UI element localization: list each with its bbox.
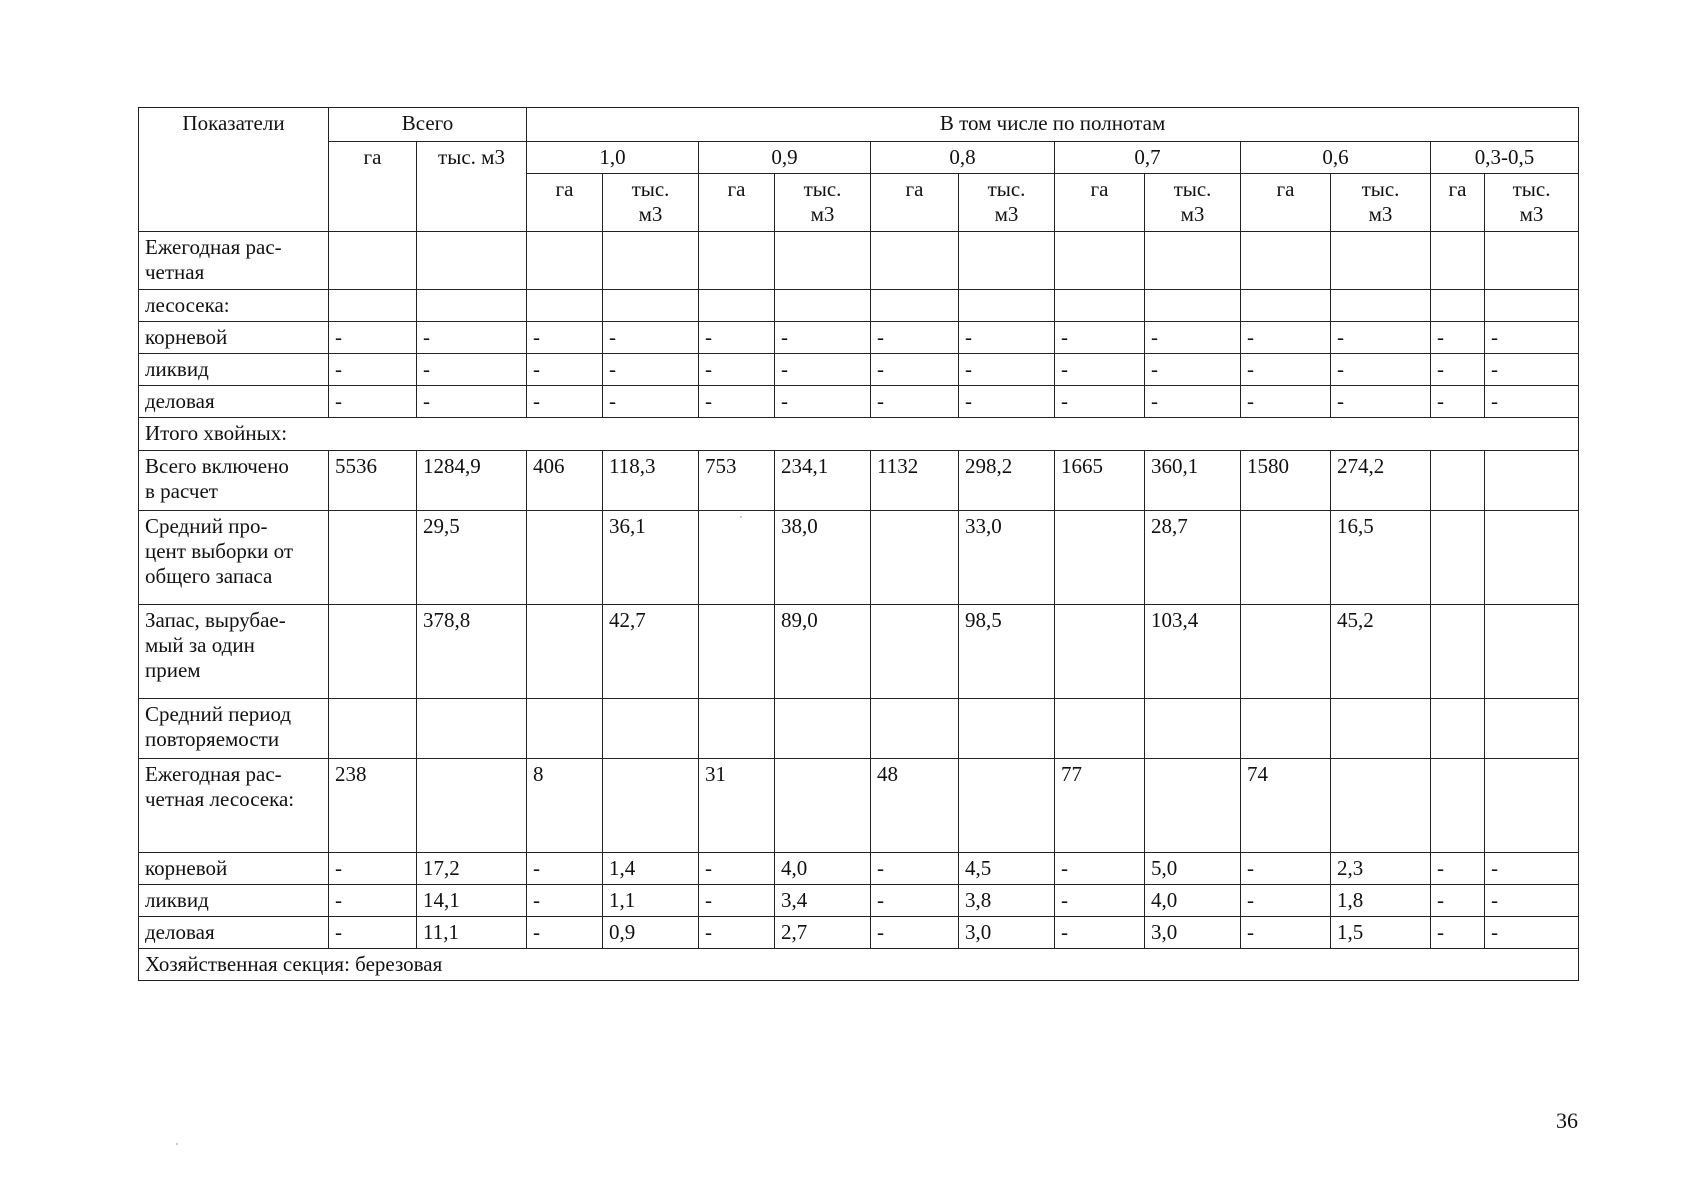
table-cell xyxy=(1145,758,1241,852)
table-cell xyxy=(871,289,959,321)
table-cell: - xyxy=(1485,884,1579,916)
table-cell: - xyxy=(1145,321,1241,353)
table-cell: 103,4 xyxy=(1145,604,1241,698)
table-cell xyxy=(1055,289,1145,321)
table-cell xyxy=(699,698,775,758)
table-cell: - xyxy=(1485,916,1579,948)
table-row xyxy=(139,289,1579,321)
table-cell xyxy=(1431,510,1485,604)
table-cell: 1,8 xyxy=(1331,884,1431,916)
table-cell: - xyxy=(417,386,527,418)
header-volume: тыс. м3 xyxy=(603,174,699,232)
table-cell: 753 xyxy=(699,450,775,510)
table-cell: - xyxy=(1431,916,1485,948)
table-cell: 89,0 xyxy=(775,604,871,698)
table-cell: - xyxy=(527,386,603,418)
table-cell: - xyxy=(1145,353,1241,385)
header-ha: га xyxy=(1241,174,1331,232)
section-title: Итого хвойных: xyxy=(139,418,1579,450)
table-cell: - xyxy=(699,353,775,385)
header-ha: га xyxy=(1055,174,1145,232)
table-cell: - xyxy=(1241,386,1331,418)
header-density-0-9: 0,9 xyxy=(699,142,871,174)
row-label: Средний про- цент выборки от общего запаса xyxy=(139,510,329,604)
table-cell xyxy=(1485,510,1579,604)
table-cell xyxy=(1431,758,1485,852)
table-cell xyxy=(699,289,775,321)
table-cell xyxy=(871,510,959,604)
table-cell: 1284,9 xyxy=(417,450,527,510)
forest-stats-table xyxy=(138,107,1579,981)
table-cell xyxy=(1331,289,1431,321)
table-cell: - xyxy=(1485,852,1579,884)
table-cell xyxy=(699,510,775,604)
table-cell xyxy=(417,698,527,758)
table-cell xyxy=(527,232,603,289)
header-ha: га xyxy=(1431,174,1485,232)
table-cell: - xyxy=(871,353,959,385)
table-cell: 406 xyxy=(527,450,603,510)
table-cell: - xyxy=(527,884,603,916)
table-cell: 3,0 xyxy=(1145,916,1241,948)
table-cell: 2,3 xyxy=(1331,852,1431,884)
table-cell: 16,5 xyxy=(1331,510,1431,604)
table-cell: 4,0 xyxy=(1145,884,1241,916)
table-cell: - xyxy=(699,321,775,353)
table-cell: - xyxy=(1241,916,1331,948)
table-body xyxy=(139,232,1579,981)
table-cell: 1,5 xyxy=(1331,916,1431,948)
table-cell: - xyxy=(699,386,775,418)
table-cell: - xyxy=(699,852,775,884)
table-cell: 1132 xyxy=(871,450,959,510)
table-cell xyxy=(603,758,699,852)
table-cell xyxy=(1485,232,1579,289)
table-cell: - xyxy=(1485,353,1579,385)
table-cell: - xyxy=(1431,321,1485,353)
header-volume: тыс. м3 xyxy=(1145,174,1241,232)
table-cell xyxy=(1431,450,1485,510)
header-total-ha: га xyxy=(329,142,417,232)
table-cell xyxy=(1055,232,1145,289)
table-cell: 298,2 xyxy=(959,450,1055,510)
table-cell: - xyxy=(329,386,417,418)
table-cell xyxy=(1431,289,1485,321)
table-cell: - xyxy=(1145,386,1241,418)
table-cell xyxy=(527,604,603,698)
table-cell xyxy=(1485,289,1579,321)
table-cell xyxy=(603,232,699,289)
table-cell: 48 xyxy=(871,758,959,852)
table-cell xyxy=(527,510,603,604)
table-cell xyxy=(1485,698,1579,758)
table-cell xyxy=(1485,758,1579,852)
row-label: корневой xyxy=(139,321,329,353)
table-cell: 45,2 xyxy=(1331,604,1431,698)
table-cell: - xyxy=(1431,353,1485,385)
table-cell: - xyxy=(1431,884,1485,916)
page-number: 36 xyxy=(1556,1108,1578,1133)
table-row xyxy=(139,758,1579,852)
table-row xyxy=(139,386,1579,418)
table-cell xyxy=(329,698,417,758)
table-cell: - xyxy=(871,852,959,884)
table-cell xyxy=(1145,289,1241,321)
table-cell: 77 xyxy=(1055,758,1145,852)
row-label: ликвид xyxy=(139,884,329,916)
table-cell xyxy=(329,510,417,604)
header-by-density: В том числе по полнотам xyxy=(527,108,1579,142)
table-cell: 29,5 xyxy=(417,510,527,604)
row-label: корневой xyxy=(139,852,329,884)
header-volume: тыс. м3 xyxy=(959,174,1055,232)
header-row-1 xyxy=(139,108,1579,142)
table-cell: 0,9 xyxy=(603,916,699,948)
table-cell xyxy=(1241,604,1331,698)
header-indicators: Показатели xyxy=(139,108,329,232)
table-cell xyxy=(1055,604,1145,698)
table-cell: - xyxy=(1055,916,1145,948)
table-cell: - xyxy=(417,353,527,385)
row-label: Запас, вырубае- мый за один прием xyxy=(139,604,329,698)
table-cell: - xyxy=(1055,852,1145,884)
table-row xyxy=(139,353,1579,385)
header-row-2 xyxy=(139,142,1579,174)
table-cell: 31 xyxy=(699,758,775,852)
table-cell xyxy=(417,289,527,321)
table-cell: 4,0 xyxy=(775,852,871,884)
table-cell xyxy=(1055,698,1145,758)
table-cell xyxy=(417,232,527,289)
table-cell: - xyxy=(527,353,603,385)
table-cell: - xyxy=(603,386,699,418)
header-density-0-3-0-5: 0,3-0,5 xyxy=(1431,142,1579,174)
table-cell: - xyxy=(1331,321,1431,353)
table-cell: 33,0 xyxy=(959,510,1055,604)
table-row xyxy=(139,698,1579,758)
table-cell: - xyxy=(1241,852,1331,884)
table-cell xyxy=(1331,758,1431,852)
table-cell: - xyxy=(417,321,527,353)
table-cell xyxy=(527,698,603,758)
table-cell: 11,1 xyxy=(417,916,527,948)
table-cell xyxy=(699,232,775,289)
scan-speck xyxy=(176,1143,178,1145)
table-cell: - xyxy=(1331,353,1431,385)
table-cell: - xyxy=(1055,386,1145,418)
table-row xyxy=(139,884,1579,916)
table-cell xyxy=(603,698,699,758)
table-cell: 1,4 xyxy=(603,852,699,884)
header-total: Всего xyxy=(329,108,527,142)
table-cell xyxy=(1331,698,1431,758)
table-cell xyxy=(1055,510,1145,604)
table-cell xyxy=(1485,450,1579,510)
table-cell: - xyxy=(775,386,871,418)
table-row xyxy=(139,949,1579,981)
header-volume: тыс. м3 xyxy=(1331,174,1431,232)
table-cell xyxy=(959,698,1055,758)
table-cell xyxy=(775,758,871,852)
table-cell xyxy=(1145,698,1241,758)
table-cell: 3,0 xyxy=(959,916,1055,948)
header-volume: тыс. м3 xyxy=(1485,174,1579,232)
table-cell: - xyxy=(329,353,417,385)
table-cell: - xyxy=(871,884,959,916)
table-cell: 1665 xyxy=(1055,450,1145,510)
table-cell: - xyxy=(527,852,603,884)
table-cell xyxy=(959,758,1055,852)
table-cell: 17,2 xyxy=(417,852,527,884)
table-cell: 1580 xyxy=(1241,450,1331,510)
table-cell xyxy=(1431,232,1485,289)
table-cell: 274,2 xyxy=(1331,450,1431,510)
table-cell: 238 xyxy=(329,758,417,852)
table-cell: - xyxy=(871,386,959,418)
table-cell xyxy=(329,232,417,289)
table-cell: 234,1 xyxy=(775,450,871,510)
table-cell: 8 xyxy=(527,758,603,852)
table-cell xyxy=(1145,232,1241,289)
table-cell: - xyxy=(329,916,417,948)
table-cell: - xyxy=(1241,884,1331,916)
header-density-0-7: 0,7 xyxy=(1055,142,1241,174)
table-cell xyxy=(775,232,871,289)
table-cell xyxy=(1485,604,1579,698)
table-cell: - xyxy=(775,321,871,353)
table-cell: 14,1 xyxy=(417,884,527,916)
table-cell: 28,7 xyxy=(1145,510,1241,604)
table-cell: - xyxy=(603,353,699,385)
table-cell xyxy=(1241,232,1331,289)
table-row xyxy=(139,232,1579,289)
table-cell xyxy=(959,289,1055,321)
table-cell: 3,8 xyxy=(959,884,1055,916)
row-label: Всего включено в расчет xyxy=(139,450,329,510)
table-cell: 4,5 xyxy=(959,852,1055,884)
table-cell: - xyxy=(959,353,1055,385)
table-cell xyxy=(871,604,959,698)
table-cell xyxy=(1241,510,1331,604)
table-cell: - xyxy=(699,884,775,916)
header-ha: га xyxy=(699,174,775,232)
table-cell: 378,8 xyxy=(417,604,527,698)
table-cell: 38,0 xyxy=(775,510,871,604)
row-label: ликвид xyxy=(139,353,329,385)
table-cell: - xyxy=(1055,321,1145,353)
table-cell: - xyxy=(1485,386,1579,418)
table-cell: - xyxy=(1241,353,1331,385)
table-cell: - xyxy=(699,916,775,948)
table-row xyxy=(139,418,1579,450)
table-cell xyxy=(871,232,959,289)
row-label: Ежегодная рас- четная лесосека: xyxy=(139,758,329,852)
table-cell: - xyxy=(1485,321,1579,353)
table-row xyxy=(139,321,1579,353)
table-cell xyxy=(1241,289,1331,321)
table-row xyxy=(139,852,1579,884)
table-cell xyxy=(1431,698,1485,758)
table-cell: 3,4 xyxy=(775,884,871,916)
table-cell xyxy=(1241,698,1331,758)
table-row xyxy=(139,450,1579,510)
table-cell: 5,0 xyxy=(1145,852,1241,884)
table-cell: - xyxy=(959,386,1055,418)
table-cell xyxy=(1331,232,1431,289)
table-cell: 74 xyxy=(1241,758,1331,852)
table-cell xyxy=(1431,604,1485,698)
table-cell: 98,5 xyxy=(959,604,1055,698)
table-cell: - xyxy=(1241,321,1331,353)
table-cell: - xyxy=(1055,353,1145,385)
table-cell: - xyxy=(959,321,1055,353)
table-cell: 2,7 xyxy=(775,916,871,948)
table-cell: - xyxy=(329,852,417,884)
table-cell xyxy=(329,289,417,321)
table-cell: - xyxy=(1431,852,1485,884)
table-row xyxy=(139,510,1579,604)
table-row xyxy=(139,916,1579,948)
table-cell xyxy=(329,604,417,698)
table-cell xyxy=(699,604,775,698)
header-total-volume: тыс. м3 xyxy=(417,142,527,232)
table-cell: 1,1 xyxy=(603,884,699,916)
table-cell: - xyxy=(1431,386,1485,418)
table-cell xyxy=(959,232,1055,289)
table-row xyxy=(139,604,1579,698)
scan-speck xyxy=(740,516,742,518)
table-cell xyxy=(775,698,871,758)
section-title: Хозяйственная секция: березовая xyxy=(139,949,1579,981)
header-ha: га xyxy=(871,174,959,232)
table-cell: 42,7 xyxy=(603,604,699,698)
header-volume: тыс. м3 xyxy=(775,174,871,232)
table-cell: - xyxy=(775,353,871,385)
table-cell: - xyxy=(603,321,699,353)
table-cell: - xyxy=(871,321,959,353)
table-cell: - xyxy=(329,884,417,916)
table-cell: - xyxy=(527,916,603,948)
header-ha: га xyxy=(527,174,603,232)
table-cell: 36,1 xyxy=(603,510,699,604)
table-cell: - xyxy=(1331,386,1431,418)
row-label: лесосека: xyxy=(139,289,329,321)
table-cell: - xyxy=(871,916,959,948)
row-label: Средний период повторяемости xyxy=(139,698,329,758)
table-cell: 5536 xyxy=(329,450,417,510)
header-density-0-6: 0,6 xyxy=(1241,142,1431,174)
table-cell xyxy=(871,698,959,758)
table-cell xyxy=(527,289,603,321)
header-density-1-0: 1,0 xyxy=(527,142,699,174)
table-cell: - xyxy=(527,321,603,353)
table-cell xyxy=(417,758,527,852)
table-cell: - xyxy=(1055,884,1145,916)
table-cell xyxy=(775,289,871,321)
table-cell: 118,3 xyxy=(603,450,699,510)
row-label: деловая xyxy=(139,386,329,418)
table-cell: 360,1 xyxy=(1145,450,1241,510)
table-cell xyxy=(603,289,699,321)
table-cell: - xyxy=(329,321,417,353)
row-label: Ежегодная рас- четная xyxy=(139,232,329,289)
header-density-0-8: 0,8 xyxy=(871,142,1055,174)
row-label: деловая xyxy=(139,916,329,948)
